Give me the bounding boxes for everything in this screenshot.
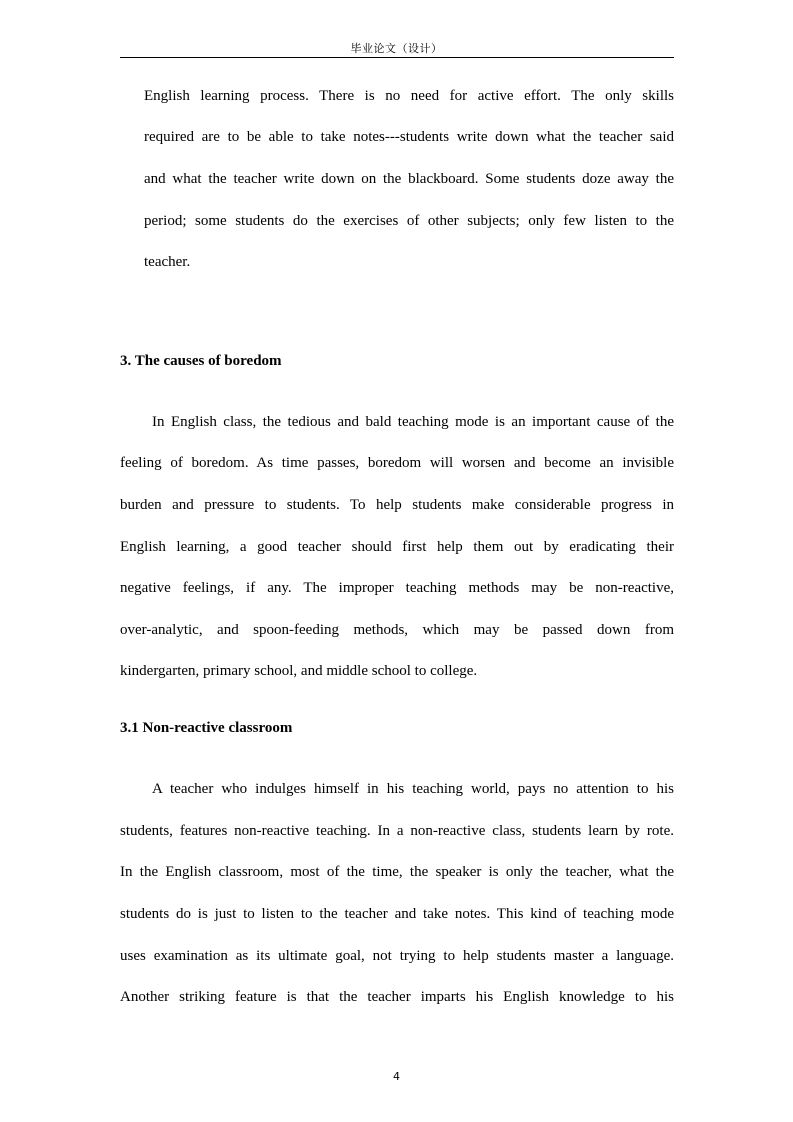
intro-line-5: teacher. (144, 254, 191, 270)
section-3-1-line-3: In the English classroom, most of the time, the speaker is only the teacher, what the (120, 864, 674, 880)
section-3-line-5: negative feelings, if any. The improper teaching methods may be non-reactive, (120, 580, 674, 596)
page-header-title: 毕业论文（设计） (350, 42, 443, 55)
intro-line-3: and what the teacher write down on the blackboard. Some students doze away the (144, 171, 674, 187)
section-3-line-6: over-analytic, and spoon-feeding methods, which may be passed down from (120, 622, 674, 638)
section-3-1-line-1: A teacher who indulges himself in his teaching world, pays no attention to his (152, 781, 674, 797)
section-3-1-line-5: uses examination as its ultimate goal, not trying to help students master a language. (120, 948, 674, 964)
section-3-line-4: English learning, a good teacher should first help them out by eradicating their (120, 539, 674, 555)
section-3-1-heading: 3.1 Non-reactive classroom (120, 720, 293, 736)
section-3-line-3: burden and pressure to students. To help students make considerable progress in (120, 497, 674, 513)
section-3-1-line-2: students, features non-reactive teaching. In a non-reactive class, students learn by rote. (120, 823, 674, 839)
page-number: 4 (393, 1070, 400, 1083)
section-3-line-7: kindergarten, primary school, and middle school to college. (120, 663, 478, 679)
intro-line-1: English learning process. There is no need for active effort. The only skills (144, 88, 674, 104)
section-3-1-line-6: Another striking feature is that the teacher imparts his English knowledge to his (120, 989, 674, 1005)
section-3-line-1: In English class, the tedious and bald teaching mode is an important cause of the (152, 414, 674, 430)
section-3-1-line-4: students do is just to listen to the teacher and take notes. This kind of teaching mode (120, 906, 674, 922)
intro-line-4: period; some students do the exercises of other subjects; only few listen to the (144, 213, 674, 229)
header-divider (120, 57, 674, 58)
intro-line-2: required are to be able to take notes---students write down what the teacher said (144, 129, 674, 145)
section-3-heading: 3. The causes of boredom (120, 353, 282, 369)
section-3-line-2: feeling of boredom. As time passes, boredom will worsen and become an invisible (120, 455, 674, 471)
